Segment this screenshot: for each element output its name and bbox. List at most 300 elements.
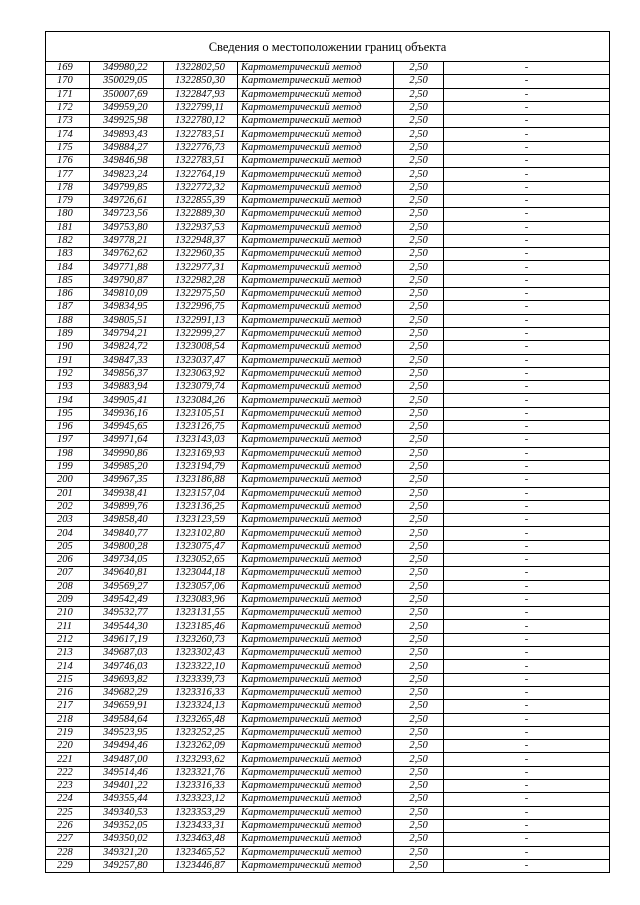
point-number-cell: 217 — [46, 700, 90, 713]
table-row — [46, 155, 610, 168]
y-coordinate-cell: 1323252,25 — [164, 726, 238, 739]
description-cell: - — [444, 301, 610, 314]
point-number-cell: 222 — [46, 766, 90, 779]
table-row — [46, 115, 610, 128]
precision-cell: 2,50 — [394, 354, 444, 367]
y-coordinate-cell: 1323123,59 — [164, 514, 238, 527]
description-cell: - — [444, 75, 610, 88]
description-cell: - — [444, 766, 610, 779]
table-row — [46, 88, 610, 101]
description-cell: - — [444, 500, 610, 513]
table-row — [46, 234, 610, 247]
y-coordinate-cell: 1323037,47 — [164, 354, 238, 367]
precision-cell: 2,50 — [394, 394, 444, 407]
point-number-cell: 179 — [46, 194, 90, 207]
y-coordinate-cell: 1323316,33 — [164, 780, 238, 793]
point-number-cell: 193 — [46, 381, 90, 394]
point-number-cell: 229 — [46, 859, 90, 872]
y-coordinate-cell: 1323131,55 — [164, 607, 238, 620]
x-coordinate-cell: 349494,46 — [90, 740, 164, 753]
precision-cell: 2,50 — [394, 421, 444, 434]
table-row — [46, 221, 610, 234]
table-row — [46, 607, 610, 620]
x-coordinate-cell: 349617,19 — [90, 633, 164, 646]
precision-cell: 2,50 — [394, 647, 444, 660]
precision-cell: 2,50 — [394, 700, 444, 713]
table-row — [46, 288, 610, 301]
method-cell: Картометрический метод — [238, 766, 394, 779]
description-cell: - — [444, 713, 610, 726]
table-row — [46, 806, 610, 819]
method-cell: Картометрический метод — [238, 261, 394, 274]
description-cell: - — [444, 115, 610, 128]
table-row — [46, 540, 610, 553]
y-coordinate-cell: 1323260,73 — [164, 633, 238, 646]
y-coordinate-cell: 1322889,30 — [164, 208, 238, 221]
x-coordinate-cell: 349640,81 — [90, 567, 164, 580]
table-row — [46, 819, 610, 832]
table-row — [46, 553, 610, 566]
y-coordinate-cell: 1322772,32 — [164, 181, 238, 194]
precision-cell: 2,50 — [394, 686, 444, 699]
x-coordinate-cell: 349985,20 — [90, 460, 164, 473]
precision-cell: 2,50 — [394, 341, 444, 354]
description-cell: - — [444, 88, 610, 101]
point-number-cell: 171 — [46, 88, 90, 101]
method-cell: Картометрический метод — [238, 700, 394, 713]
point-number-cell: 204 — [46, 527, 90, 540]
precision-cell: 2,50 — [394, 527, 444, 540]
x-coordinate-cell: 349762,62 — [90, 248, 164, 261]
x-coordinate-cell: 349971,64 — [90, 434, 164, 447]
x-coordinate-cell: 349532,77 — [90, 607, 164, 620]
point-number-cell: 207 — [46, 567, 90, 580]
point-number-cell: 226 — [46, 819, 90, 832]
precision-cell: 2,50 — [394, 846, 444, 859]
point-number-cell: 212 — [46, 633, 90, 646]
method-cell: Картометрический метод — [238, 567, 394, 580]
precision-cell: 2,50 — [394, 447, 444, 460]
precision-cell: 2,50 — [394, 833, 444, 846]
table-row — [46, 740, 610, 753]
precision-cell: 2,50 — [394, 288, 444, 301]
method-cell: Картометрический метод — [238, 327, 394, 340]
method-cell: Картометрический метод — [238, 540, 394, 553]
description-cell: - — [444, 607, 610, 620]
method-cell: Картометрический метод — [238, 75, 394, 88]
description-cell: - — [444, 421, 610, 434]
precision-cell: 2,50 — [394, 434, 444, 447]
method-cell: Картометрический метод — [238, 793, 394, 806]
point-number-cell: 221 — [46, 753, 90, 766]
table-row — [46, 75, 610, 88]
description-cell: - — [444, 553, 610, 566]
method-cell: Картометрический метод — [238, 421, 394, 434]
method-cell: Картометрический метод — [238, 726, 394, 739]
point-number-cell: 181 — [46, 221, 90, 234]
method-cell: Картометрический метод — [238, 341, 394, 354]
point-number-cell: 214 — [46, 660, 90, 673]
description-cell: - — [444, 460, 610, 473]
table-row — [46, 261, 610, 274]
y-coordinate-cell: 1323185,46 — [164, 620, 238, 633]
x-coordinate-cell: 349883,94 — [90, 381, 164, 394]
method-cell: Картометрический метод — [238, 593, 394, 606]
precision-cell: 2,50 — [394, 115, 444, 128]
point-number-cell: 192 — [46, 367, 90, 380]
point-number-cell: 174 — [46, 128, 90, 141]
point-number-cell: 227 — [46, 833, 90, 846]
description-cell: - — [444, 647, 610, 660]
description-cell: - — [444, 155, 610, 168]
table-row — [46, 580, 610, 593]
description-cell: - — [444, 394, 610, 407]
y-coordinate-cell: 1322847,93 — [164, 88, 238, 101]
table-row — [46, 421, 610, 434]
y-coordinate-cell: 1322780,12 — [164, 115, 238, 128]
method-cell: Картометрический метод — [238, 314, 394, 327]
x-coordinate-cell: 349799,85 — [90, 181, 164, 194]
description-cell: - — [444, 819, 610, 832]
table-row — [46, 341, 610, 354]
precision-cell: 2,50 — [394, 806, 444, 819]
description-cell: - — [444, 514, 610, 527]
precision-cell: 2,50 — [394, 314, 444, 327]
x-coordinate-cell: 349980,22 — [90, 62, 164, 75]
precision-cell: 2,50 — [394, 540, 444, 553]
x-coordinate-cell: 349659,91 — [90, 700, 164, 713]
description-cell: - — [444, 447, 610, 460]
description-cell: - — [444, 194, 610, 207]
precision-cell: 2,50 — [394, 859, 444, 872]
point-number-cell: 175 — [46, 141, 90, 154]
method-cell: Картометрический метод — [238, 474, 394, 487]
x-coordinate-cell: 349805,51 — [90, 314, 164, 327]
method-cell: Картометрический метод — [238, 806, 394, 819]
description-cell: - — [444, 327, 610, 340]
table-row — [46, 274, 610, 287]
precision-cell: 2,50 — [394, 740, 444, 753]
description-cell: - — [444, 567, 610, 580]
x-coordinate-cell: 349544,30 — [90, 620, 164, 633]
precision-cell: 2,50 — [394, 633, 444, 646]
y-coordinate-cell: 1322999,27 — [164, 327, 238, 340]
x-coordinate-cell: 349340,53 — [90, 806, 164, 819]
point-number-cell: 185 — [46, 274, 90, 287]
y-coordinate-cell: 1323075,47 — [164, 540, 238, 553]
x-coordinate-cell: 349800,28 — [90, 540, 164, 553]
point-number-cell: 177 — [46, 168, 90, 181]
x-coordinate-cell: 349687,03 — [90, 647, 164, 660]
y-coordinate-cell: 1322783,51 — [164, 155, 238, 168]
description-cell: - — [444, 234, 610, 247]
table-row — [46, 62, 610, 75]
table-row — [46, 407, 610, 420]
method-cell: Картометрический метод — [238, 141, 394, 154]
x-coordinate-cell: 349778,21 — [90, 234, 164, 247]
method-cell: Картометрический метод — [238, 527, 394, 540]
description-cell: - — [444, 261, 610, 274]
y-coordinate-cell: 1323265,48 — [164, 713, 238, 726]
method-cell: Картометрический метод — [238, 208, 394, 221]
table-row — [46, 487, 610, 500]
precision-cell: 2,50 — [394, 819, 444, 832]
precision-cell: 2,50 — [394, 726, 444, 739]
x-coordinate-cell: 349846,98 — [90, 155, 164, 168]
x-coordinate-cell: 349734,05 — [90, 553, 164, 566]
table-row — [46, 474, 610, 487]
table-row — [46, 500, 610, 513]
method-cell: Картометрический метод — [238, 221, 394, 234]
x-coordinate-cell: 349847,33 — [90, 354, 164, 367]
table-row — [46, 846, 610, 859]
description-cell: - — [444, 407, 610, 420]
point-number-cell: 208 — [46, 580, 90, 593]
description-cell: - — [444, 381, 610, 394]
x-coordinate-cell: 349753,80 — [90, 221, 164, 234]
description-cell: - — [444, 274, 610, 287]
description-cell: - — [444, 128, 610, 141]
x-coordinate-cell: 349959,20 — [90, 101, 164, 114]
description-cell: - — [444, 434, 610, 447]
boundary-document — [45, 31, 609, 873]
method-cell: Картометрический метод — [238, 514, 394, 527]
y-coordinate-cell: 1323322,10 — [164, 660, 238, 673]
y-coordinate-cell: 1323316,33 — [164, 686, 238, 699]
x-coordinate-cell: 349726,61 — [90, 194, 164, 207]
method-cell: Картометрический метод — [238, 168, 394, 181]
table-row — [46, 633, 610, 646]
method-cell: Картометрический метод — [238, 753, 394, 766]
x-coordinate-cell: 350007,69 — [90, 88, 164, 101]
table-row — [46, 514, 610, 527]
method-cell: Картометрический метод — [238, 288, 394, 301]
point-number-cell: 169 — [46, 62, 90, 75]
point-number-cell: 223 — [46, 780, 90, 793]
table-row — [46, 780, 610, 793]
x-coordinate-cell: 349569,27 — [90, 580, 164, 593]
method-cell: Картометрический метод — [238, 447, 394, 460]
point-number-cell: 183 — [46, 248, 90, 261]
method-cell: Картометрический метод — [238, 780, 394, 793]
y-coordinate-cell: 1323262,09 — [164, 740, 238, 753]
point-number-cell: 218 — [46, 713, 90, 726]
precision-cell: 2,50 — [394, 248, 444, 261]
point-number-cell: 188 — [46, 314, 90, 327]
x-coordinate-cell: 349967,35 — [90, 474, 164, 487]
description-cell: - — [444, 354, 610, 367]
point-number-cell: 184 — [46, 261, 90, 274]
table-row — [46, 673, 610, 686]
method-cell: Картометрический метод — [238, 181, 394, 194]
y-coordinate-cell: 1322776,73 — [164, 141, 238, 154]
x-coordinate-cell: 349584,64 — [90, 713, 164, 726]
point-number-cell: 196 — [46, 421, 90, 434]
method-cell: Картометрический метод — [238, 553, 394, 566]
y-coordinate-cell: 1322948,37 — [164, 234, 238, 247]
y-coordinate-cell: 1323323,12 — [164, 793, 238, 806]
table-row — [46, 394, 610, 407]
method-cell: Картометрический метод — [238, 819, 394, 832]
x-coordinate-cell: 349884,27 — [90, 141, 164, 154]
x-coordinate-cell: 349824,72 — [90, 341, 164, 354]
x-coordinate-cell: 349771,88 — [90, 261, 164, 274]
method-cell: Картометрический метод — [238, 301, 394, 314]
y-coordinate-cell: 1323057,06 — [164, 580, 238, 593]
y-coordinate-cell: 1323339,73 — [164, 673, 238, 686]
y-coordinate-cell: 1322802,50 — [164, 62, 238, 75]
description-cell: - — [444, 620, 610, 633]
y-coordinate-cell: 1322996,75 — [164, 301, 238, 314]
point-number-cell: 206 — [46, 553, 90, 566]
description-cell: - — [444, 726, 610, 739]
y-coordinate-cell: 1323293,62 — [164, 753, 238, 766]
table-row — [46, 381, 610, 394]
precision-cell: 2,50 — [394, 753, 444, 766]
precision-cell: 2,50 — [394, 593, 444, 606]
point-number-cell: 211 — [46, 620, 90, 633]
precision-cell: 2,50 — [394, 780, 444, 793]
method-cell: Картометрический метод — [238, 620, 394, 633]
table-row — [46, 793, 610, 806]
y-coordinate-cell: 1323102,80 — [164, 527, 238, 540]
y-coordinate-cell: 1323008,54 — [164, 341, 238, 354]
y-coordinate-cell: 1322855,39 — [164, 194, 238, 207]
table-row — [46, 314, 610, 327]
point-number-cell: 195 — [46, 407, 90, 420]
point-number-cell: 202 — [46, 500, 90, 513]
method-cell: Картометрический метод — [238, 633, 394, 646]
method-cell: Картометрический метод — [238, 115, 394, 128]
point-number-cell: 220 — [46, 740, 90, 753]
description-cell: - — [444, 288, 610, 301]
x-coordinate-cell: 349893,43 — [90, 128, 164, 141]
x-coordinate-cell: 349321,20 — [90, 846, 164, 859]
x-coordinate-cell: 349945,65 — [90, 421, 164, 434]
y-coordinate-cell: 1323169,93 — [164, 447, 238, 460]
description-cell: - — [444, 341, 610, 354]
description-cell: - — [444, 793, 610, 806]
y-coordinate-cell: 1322783,51 — [164, 128, 238, 141]
precision-cell: 2,50 — [394, 301, 444, 314]
point-number-cell: 197 — [46, 434, 90, 447]
y-coordinate-cell: 1323157,04 — [164, 487, 238, 500]
x-coordinate-cell: 349858,40 — [90, 514, 164, 527]
description-cell: - — [444, 540, 610, 553]
precision-cell: 2,50 — [394, 221, 444, 234]
x-coordinate-cell: 349990,86 — [90, 447, 164, 460]
point-number-cell: 178 — [46, 181, 90, 194]
point-number-cell: 210 — [46, 607, 90, 620]
table-row — [46, 527, 610, 540]
y-coordinate-cell: 1323194,79 — [164, 460, 238, 473]
description-cell: - — [444, 314, 610, 327]
boundary-coordinates-table — [45, 31, 610, 873]
precision-cell: 2,50 — [394, 101, 444, 114]
table-row — [46, 354, 610, 367]
x-coordinate-cell: 349523,95 — [90, 726, 164, 739]
precision-cell: 2,50 — [394, 620, 444, 633]
point-number-cell: 189 — [46, 327, 90, 340]
method-cell: Картометрический метод — [238, 88, 394, 101]
precision-cell: 2,50 — [394, 128, 444, 141]
x-coordinate-cell: 349938,41 — [90, 487, 164, 500]
point-number-cell: 216 — [46, 686, 90, 699]
method-cell: Картометрический метод — [238, 673, 394, 686]
description-cell: - — [444, 487, 610, 500]
method-cell: Картометрический метод — [238, 194, 394, 207]
y-coordinate-cell: 1323105,51 — [164, 407, 238, 420]
point-number-cell: 215 — [46, 673, 90, 686]
method-cell: Картометрический метод — [238, 62, 394, 75]
table-row — [46, 460, 610, 473]
x-coordinate-cell: 349823,24 — [90, 168, 164, 181]
precision-cell: 2,50 — [394, 141, 444, 154]
description-cell: - — [444, 753, 610, 766]
y-coordinate-cell: 1323446,87 — [164, 859, 238, 872]
x-coordinate-cell: 350029,05 — [90, 75, 164, 88]
y-coordinate-cell: 1322977,31 — [164, 261, 238, 274]
point-number-cell: 180 — [46, 208, 90, 221]
x-coordinate-cell: 349746,03 — [90, 660, 164, 673]
precision-cell: 2,50 — [394, 766, 444, 779]
y-coordinate-cell: 1322764,19 — [164, 168, 238, 181]
y-coordinate-cell: 1323079,74 — [164, 381, 238, 394]
y-coordinate-cell: 1322960,35 — [164, 248, 238, 261]
y-coordinate-cell: 1323302,43 — [164, 647, 238, 660]
table-row — [46, 128, 610, 141]
x-coordinate-cell: 349856,37 — [90, 367, 164, 380]
table-row — [46, 434, 610, 447]
x-coordinate-cell: 349401,22 — [90, 780, 164, 793]
precision-cell: 2,50 — [394, 553, 444, 566]
point-number-cell: 219 — [46, 726, 90, 739]
description-cell: - — [444, 181, 610, 194]
table-row — [46, 700, 610, 713]
precision-cell: 2,50 — [394, 327, 444, 340]
x-coordinate-cell: 349723,56 — [90, 208, 164, 221]
y-coordinate-cell: 1323186,88 — [164, 474, 238, 487]
table-row — [46, 766, 610, 779]
table-row — [46, 194, 610, 207]
table-row — [46, 833, 610, 846]
description-cell: - — [444, 593, 610, 606]
y-coordinate-cell: 1323463,48 — [164, 833, 238, 846]
precision-cell: 2,50 — [394, 367, 444, 380]
y-coordinate-cell: 1322850,30 — [164, 75, 238, 88]
method-cell: Картометрический метод — [238, 128, 394, 141]
description-cell: - — [444, 474, 610, 487]
description-cell: - — [444, 780, 610, 793]
description-cell: - — [444, 221, 610, 234]
precision-cell: 2,50 — [394, 673, 444, 686]
point-number-cell: 182 — [46, 234, 90, 247]
method-cell: Картометрический метод — [238, 248, 394, 261]
precision-cell: 2,50 — [394, 168, 444, 181]
table-body — [46, 62, 610, 873]
description-cell: - — [444, 367, 610, 380]
method-cell: Картометрический метод — [238, 367, 394, 380]
table-row — [46, 181, 610, 194]
method-cell: Картометрический метод — [238, 846, 394, 859]
description-cell: - — [444, 168, 610, 181]
table-row — [46, 141, 610, 154]
description-cell: - — [444, 633, 610, 646]
point-number-cell: 224 — [46, 793, 90, 806]
precision-cell: 2,50 — [394, 607, 444, 620]
y-coordinate-cell: 1323324,13 — [164, 700, 238, 713]
table-row — [46, 248, 610, 261]
